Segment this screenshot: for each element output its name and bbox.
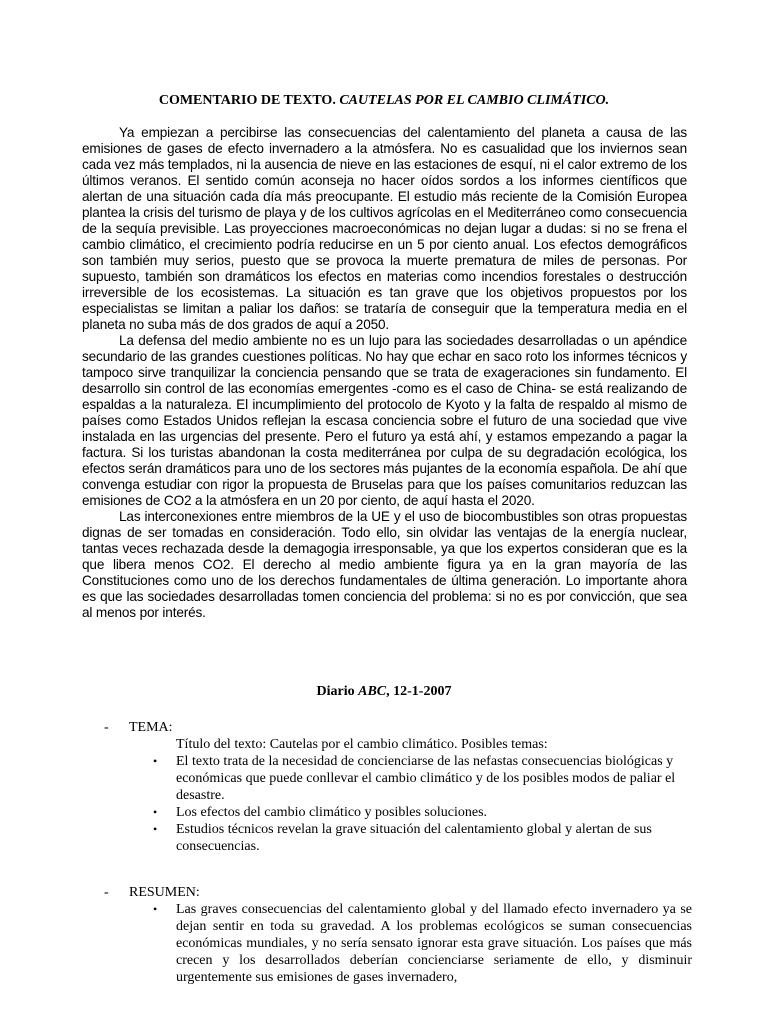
- tema-list: [82, 753, 692, 855]
- article-paragraph-2: La defensa del medio ambiente no es un lujo para las sociedades desarrolladas o un apéndice secundario de las grandes cuestiones políticas. No hay que echar en saco roto los informes técnicos y tampoco sirve tranquilizar la conciencia pensando que se trata de exageraciones sin fundamento. El desarrollo sin control de las economías emergentes -como es el caso de China- se está realizando de espaldas a la naturaleza. El incumplimiento del protocolo de Kyoto y la falta de respaldo al mismo de países como Estados Unidos reflejan la escasa conciencia sobre el futuro de una sociedad que vive instalada en las urgencias del presente. Pero el futuro ya está ahí, y estamos empezando a pagar la factura. Si los turistas abandonan la costa mediterránea por culpa de su degradación ecológica, los efectos serán dramáticos para uno de los sectores más pujantes de la economía española. De ahí que convenga estudiar con rigor la propuesta de Bruselas para que los países comunitarios reduzcan las emisiones de CO2 a la atmósfera en un 20 por ciento, de aquí hasta el 2020.: [82, 333, 687, 508]
- source-date: , 12-1-2007: [386, 684, 452, 699]
- bullet-icon: •: [153, 754, 158, 768]
- resumen-label: RESUMEN:: [129, 885, 200, 900]
- bullet-icon: •: [153, 805, 158, 819]
- resumen-dash: -: [104, 885, 109, 900]
- source-italic: ABC: [358, 684, 387, 699]
- tema-item-text: Los efectos del cambio climático y posibles soluciones.: [176, 805, 488, 820]
- article-source: [0, 683, 768, 701]
- tema-heading: [82, 719, 692, 736]
- resumen-list: [82, 901, 692, 986]
- bullet-icon: •: [153, 822, 158, 836]
- tema-section: [82, 719, 692, 855]
- list-item: [82, 901, 692, 986]
- title-italic: CAUTELAS POR EL CAMBIO CLIMÁTICO.: [339, 93, 610, 108]
- title-prefix: COMENTARIO DE TEXTO.: [158, 93, 336, 108]
- tema-item-text: El texto trata de la necesidad de concienciarse de las nefastas consecuencias biológicas y económicas que puede conllevar el cambio climático y de los posibles modos de paliar el desastre.: [176, 754, 676, 803]
- resumen-item-text: Las graves consecuencias del calentamiento global y del llamado efecto invernadero ya se dejan sentir en toda su gravedad. A los problemas ecológicos se suman consecuencias económicas mundiales, y no sería sensato ignorar esta grave situación. Los países que más crecen y los desarrollados deberían concienciarse seriamente de ello, y disminuir urgentemente sus emisiones de gases invernadero,: [176, 902, 692, 985]
- resumen-heading: [82, 884, 692, 901]
- document-title: [0, 92, 768, 110]
- tema-subtitle: Título del texto: Cautelas por el cambio climático. Posibles temas:: [176, 737, 548, 752]
- list-item: [82, 804, 692, 821]
- source-prefix: Diario: [316, 684, 355, 699]
- article-paragraph-1: Ya empiezan a percibirse las consecuencias del calentamiento del planeta a causa de las emisiones de gases de efecto invernadero a la atmósfera. No es casualidad que los inviernos sean cada vez más templados, ni la ausencia de nieve en las estaciones de esquí, ni el calor extremo de los últimos veranos. El sentido común aconseja no hacer oídos sordos a los informes científicos que alertan de una situación cada día más preocupante. El estudio más reciente de la Comisión Europea plantea la crisis del turismo de playa y de los cultivos agrícolas en el Mediterráneo como consecuencia de la sequía previsible. Las proyecciones macroeconómicas no dejan lugar a dudas: si no se frena el cambio climático, el crecimiento podría reducirse en un 5 por ciento anual. Los efectos demográficos son también muy serios, puesto que se provoca la muerte prematura de miles de personas. Por supuesto, también son dramáticos los efectos en materias como incendios forestales o destrucción irreversible de los ecosistemas. La situación es tan grave que los objetivos propuestos por los especialistas se limitan a paliar los daños: se trataría de conseguir que la temperatura media en el planeta no suba más de dos grados de aquí a 2050.: [82, 125, 687, 332]
- tema-dash: -: [104, 720, 109, 735]
- tema-item-text: Estudios técnicos revelan la grave situación del calentamiento global y alertan de sus consecuencias.: [176, 822, 652, 854]
- resumen-section: [82, 884, 692, 986]
- article-paragraph-3: Las interconexiones entre miembros de la UE y el uso de biocombustibles son otras propuestas dignas de ser tomadas en consideración. Todo ello, sin olvidar las ventajas de la energía nuclear, tantas veces rechazada desde la demagogia irresponsable, ya que los expertos consideran que es la que libera menos CO2. El derecho al medio ambiente figura ya en la gran mayoría de las Constituciones como uno de los derechos fundamentales de última generación. Lo importante ahora es que las sociedades desarrolladas tomen conciencia del problema: si no es por convicción, que sea al menos por interés.: [82, 509, 687, 620]
- article-body: [82, 125, 687, 621]
- tema-label: TEMA:: [129, 720, 173, 735]
- list-item: [82, 753, 692, 804]
- bullet-icon: •: [153, 902, 158, 916]
- list-item: [82, 821, 692, 855]
